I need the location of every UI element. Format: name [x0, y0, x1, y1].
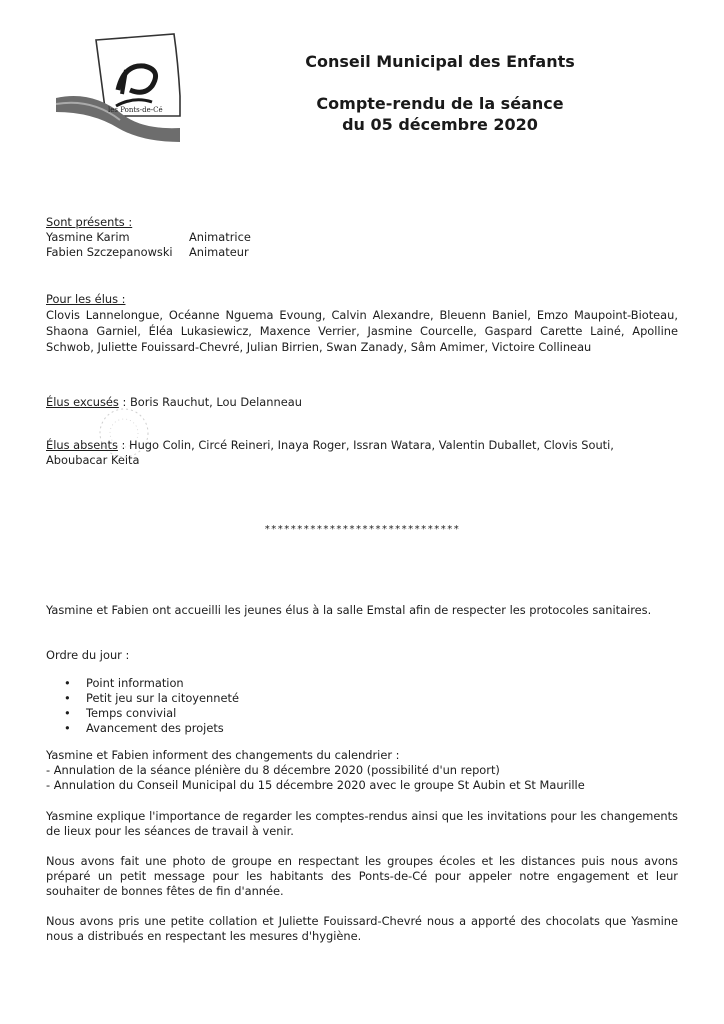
session-subtitle [250, 93, 630, 135]
absents-section [46, 438, 678, 468]
collation-paragraph: Nous avons pris une petite collation et Juliette Fouissard-Chevré nous a apporté des chocolats que Yasmine nous a distribués en respectant les mesures d'hygiène. [46, 914, 678, 943]
intro-paragraph: Yasmine et Fabien ont accueilli les jeunes élus à la salle Emstal afin de respecter les protocoles sanitaires. [46, 603, 652, 617]
municipality-logo [52, 32, 188, 144]
agenda-item: • Petit jeu sur la citoyenneté [46, 691, 678, 706]
excuses-names: Boris Rauchut, Lou Delanneau [129, 395, 302, 409]
logo-caption: les Ponts-de-Cé [108, 106, 163, 114]
agenda-item: • Avancement des projets [46, 721, 678, 736]
present-row [46, 245, 678, 260]
present-row [46, 230, 678, 245]
present-name: Yasmine Karim [46, 230, 130, 244]
title-block [250, 51, 630, 135]
elus-section [46, 292, 678, 355]
group-photo-paragraph: Nous avons fait une photo de groupe en respectant les groupes écoles et les distances puis nous avons préparé un petit message pour les habitants des Ponts-de-Cé pour appeler notre engagement et leur souhaiter de bonnes fêtes de fin d'année. [46, 854, 678, 898]
elus-names: Clovis Lannelongue, Océanne Nguema Evoung, Calvin Alexandre, Bleuenn Baniel, Emzo Maupoint-Bioteau, Shaona Garniel, Éléa Lukasiewicz, Maxence Verrier, Jasmine Courcelle, Gaspard Carette Lainé, Apolline Schwob, Juliette Fouissard-Chevré, Julian Birrien, Swan Zanady, Sâm Amimer, Victoire Collineau [46, 308, 678, 354]
asterisk-separator: ****************************** [264, 524, 460, 535]
present-role: Animatrice [189, 230, 251, 244]
subtitle-line-2: du 05 décembre 2020 [342, 115, 538, 134]
absents-separator: : [117, 438, 130, 452]
presents-section [46, 215, 678, 260]
presents-heading: Sont présents : [46, 215, 133, 229]
elus-heading: Pour les élus : [46, 292, 126, 306]
agenda-item: • Temps convivial [46, 706, 678, 721]
agenda-list [46, 676, 678, 736]
calendar-intro: Yasmine et Fabien informent des changements du calendrier : [46, 748, 400, 762]
excuses-section [46, 395, 678, 410]
absents-label: Élus absents [46, 438, 118, 452]
absents-names: Hugo Colin, Circé Reineri, Inaya Roger, Issran Watara, Valentin Duballet, Clovis Souti, Aboubacar Keita [46, 438, 614, 467]
agenda-section [46, 676, 678, 736]
excuses-label: Élus excusés [46, 395, 119, 409]
agenda-heading: Ordre du jour : [46, 648, 130, 662]
present-role: Animateur [189, 245, 249, 259]
comptes-rendus-paragraph: Yasmine explique l'importance de regarder les comptes-rendus ainsi que les invitations pour les changements de lieux pour les séances de travail à venir. [46, 809, 678, 838]
calendar-item: - Annulation du Conseil Municipal du 15 décembre 2020 avec le groupe St Aubin et St Maurille [46, 778, 585, 792]
calendar-item: - Annulation de la séance plénière du 8 décembre 2020 (possibilité d'un report) [46, 763, 500, 777]
calendar-section [46, 748, 678, 793]
agenda-item: • Point information [46, 676, 678, 691]
excuses-separator: : [118, 395, 130, 409]
page-title: Conseil Municipal des Enfants [305, 52, 575, 71]
present-name: Fabien Szczepanowski [46, 245, 173, 259]
subtitle-line-1: Compte-rendu de la séance [316, 94, 564, 113]
